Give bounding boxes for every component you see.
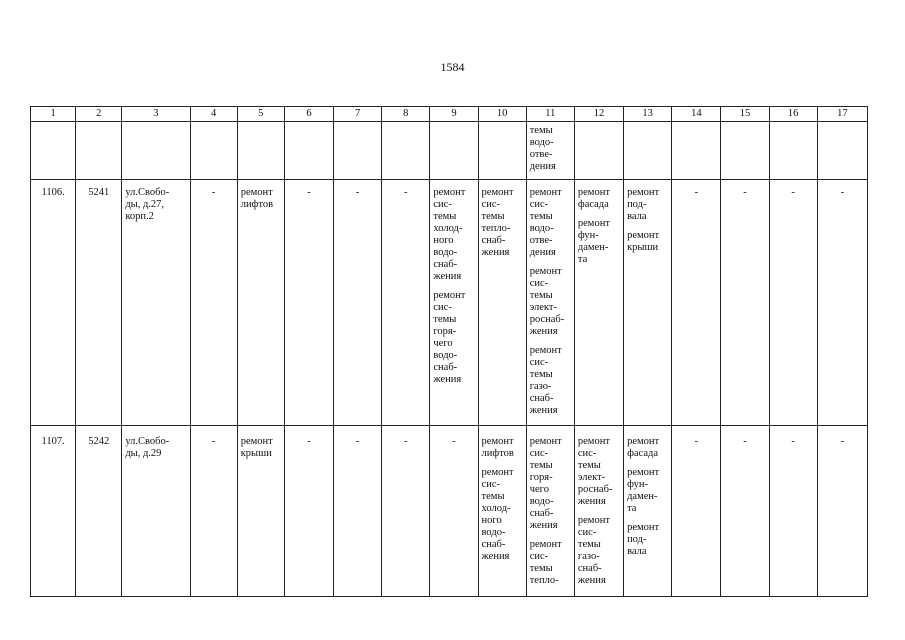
work-item-line: ремонт [481,467,514,478]
table-cell [382,122,430,180]
work-item-line: крыши [627,242,659,253]
work-item [530,187,571,259]
work-item-line: ремонт [577,187,610,198]
column-header: 1 [31,107,76,122]
work-item-line: та [627,503,637,514]
table-cell [721,122,769,180]
work-item-line: роснаб- [529,314,565,325]
work-item-line: горя- [529,472,553,483]
object-code: 5242 [76,426,122,597]
work-item [530,266,571,338]
work-item-line: жения [529,405,558,416]
table-cell: - [190,426,237,597]
cell-text-line: ды, д.27, [125,199,165,210]
work-item-line: ремонт [577,515,610,526]
table-cell: - [672,426,721,597]
cell-text-line: ды, д.29 [125,448,162,459]
work-item-line: сис- [529,448,549,459]
work-item-line: сис- [577,448,597,459]
work-item-line: чего [433,338,453,349]
work-item-line: ремонт [627,436,660,447]
work-item-line: тепло- [529,575,559,586]
work-item [241,436,281,460]
work-cell [574,426,623,597]
work-item [627,230,668,254]
table-cell: - [190,180,237,426]
work-item-line: элект- [529,302,557,313]
work-item-line: ремонт [627,230,660,241]
work-item-line: темы [529,563,553,574]
work-item-line: под- [627,534,647,545]
column-header: 3 [122,107,190,122]
table-cell: - [382,426,430,597]
work-item-line: жения [577,575,606,586]
cell-text-line: водо- [529,137,554,148]
work-item-line: ремонт [529,187,562,198]
work-item-line: жения [481,551,510,562]
work-item-line: темы [433,314,457,325]
work-item [627,467,668,515]
work-item-line: ремонт [433,187,466,198]
cell-text-line: ул.Свобо- [125,187,170,198]
work-item-line: газо- [577,551,600,562]
work-cell [478,180,526,426]
address-cell [122,180,190,426]
table-cell: - [769,426,817,597]
table-cell [526,122,574,180]
work-item-line: тепло- [481,223,511,234]
row-number: 1107. [31,426,76,597]
work-item-line: ремонт [529,266,562,277]
work-item-line: крыши [240,448,272,459]
table-cell [31,122,76,180]
work-cell [574,180,623,426]
table-cell [624,122,672,180]
work-item-line: под- [627,199,647,210]
work-item [578,187,620,211]
work-item-line: жения [481,247,510,258]
table-cell: - [769,180,817,426]
table-cell: - [430,426,478,597]
work-item-line: чего [529,484,549,495]
work-item-line: ного [433,235,454,246]
work-item [482,436,523,460]
table-cell: - [334,426,382,597]
work-item-line: сис- [481,479,500,490]
work-item-line: фасада [627,448,658,459]
table-cell [430,122,478,180]
work-item-line: жения [433,374,462,385]
work-item-line: ремонт [529,436,562,447]
work-item-line: жения [529,326,558,337]
work-item-line: вала [627,211,647,222]
table-cell: - [721,426,769,597]
work-item-line: ремонт [529,539,562,550]
column-header: 17 [817,107,867,122]
cell-text-line: ул.Свобо- [125,436,170,447]
work-cell [624,180,672,426]
column-number-row [31,107,868,122]
table-cell: - [334,180,382,426]
table-cell [284,122,333,180]
work-item-line: сис- [433,199,452,210]
work-item-line: дамен- [577,242,609,253]
work-item-line: водо- [433,350,458,361]
work-item-line: темы [577,539,601,550]
work-item [482,187,523,259]
work-item-line: снаб- [577,563,602,574]
work-item-line: снаб- [433,259,458,270]
work-item-line: жения [433,271,462,282]
work-item-line: ремонт [577,218,610,229]
work-item-line: снаб- [481,235,506,246]
work-item-line: водо- [433,247,458,258]
work-item-line: вала [627,546,647,557]
work-item-line: темы [433,211,457,222]
page-number: 1584 [440,60,465,74]
work-item-line: ремонт [627,467,660,478]
repair-schedule-table [30,106,868,597]
work-item-line: темы [481,211,505,222]
work-item-line: темы [577,460,601,471]
work-item-line: фун- [627,479,648,490]
work-cell [430,180,478,426]
work-item-line: роснаб- [577,484,613,495]
work-item-line: ного [481,515,502,526]
work-cell [237,426,284,597]
column-header: 10 [478,107,526,122]
work-item-line: ремонт [627,187,660,198]
column-header: 4 [190,107,237,122]
table-cell: - [284,180,333,426]
table-row [31,426,868,597]
column-header: 2 [76,107,122,122]
work-cell [237,180,284,426]
work-item-line: водо- [529,496,554,507]
work-item-line: сис- [529,357,549,368]
work-item-line: газо- [529,381,552,392]
address-cell [122,426,190,597]
column-header: 5 [237,107,284,122]
work-item-line: ремонт [481,187,514,198]
column-header: 7 [334,107,382,122]
work-cell [478,426,526,597]
work-item [578,515,620,587]
table-cell [478,122,526,180]
table-cell [672,122,721,180]
work-item [627,187,668,223]
column-header: 9 [430,107,478,122]
work-item-line: фун- [577,230,599,241]
object-code: 5241 [76,180,122,426]
work-item-line: жения [529,520,558,531]
column-header: 16 [769,107,817,122]
column-header: 12 [574,107,623,122]
table-cell [76,122,122,180]
work-item-line: снаб- [481,539,506,550]
table-cell [190,122,237,180]
work-item-line: темы [529,369,553,380]
table-cell [574,122,623,180]
work-item-line: водо- [529,223,554,234]
work-item-line: сис- [529,199,549,210]
column-header: 15 [721,107,769,122]
work-item-line: отве- [529,235,553,246]
work-item-line: снаб- [433,362,458,373]
work-item-line: ремонт [433,290,466,301]
work-item [627,436,668,460]
work-item-line: лифтов [240,199,274,210]
work-cell [526,426,574,597]
work-item-line: холод- [481,503,511,514]
table-cell: - [817,426,867,597]
table-row [31,180,868,426]
table-cell [237,122,284,180]
work-item [578,436,620,508]
work-item-line: та [577,254,588,265]
work-item-line: сис- [433,302,452,313]
table-cell [122,122,190,180]
column-header: 6 [284,107,333,122]
work-cell [624,426,672,597]
work-item-line: темы [529,460,553,471]
work-item-line: водо- [481,527,506,538]
work-item-line: дения [529,247,556,258]
table-cell [334,122,382,180]
continuation-row [31,122,868,180]
table-cell: - [721,180,769,426]
work-item-line: ремонт [627,522,660,533]
table-cell [769,122,817,180]
cell-text-line: темы [529,125,553,136]
work-item-line: снаб- [529,508,554,519]
column-header: 13 [624,107,672,122]
work-item-line: темы [529,211,553,222]
work-item [530,539,571,587]
cell-text-line: корп.2 [125,211,154,222]
work-item [578,218,620,266]
work-item-line: лифтов [481,448,514,459]
work-item [530,345,571,417]
cell-text-line: дения [529,161,556,172]
work-item-line: холод- [433,223,463,234]
work-item-line: сис- [577,527,597,538]
table-cell: - [284,426,333,597]
work-item-line: темы [481,491,505,502]
work-item [241,187,281,211]
work-item-line: сис- [529,278,549,289]
table-cell: - [382,180,430,426]
cell-text-line: отве- [529,149,553,160]
work-item-line: дамен- [627,491,658,502]
work-item-line: фасада [577,199,609,210]
work-item-line: ремонт [240,187,273,198]
work-item-line: ремонт [529,345,562,356]
work-item-line: темы [529,290,553,301]
table-cell [817,122,867,180]
column-header: 11 [526,107,574,122]
work-item [433,290,474,386]
row-number: 1106. [31,180,76,426]
work-item-line: жения [577,496,606,507]
work-item-line: ремонт [481,436,514,447]
table-cell: - [672,180,721,426]
work-item [530,436,571,532]
work-item [433,187,474,283]
column-header: 14 [672,107,721,122]
work-item [482,467,523,563]
table-cell: - [817,180,867,426]
work-item-line: горя- [433,326,457,337]
column-header: 8 [382,107,430,122]
work-item-line: элект- [577,472,606,483]
work-cell [526,180,574,426]
work-item-line: ремонт [240,436,273,447]
work-item-line: снаб- [529,393,554,404]
work-item-line: сис- [529,551,549,562]
work-item [627,522,668,558]
work-item-line: сис- [481,199,500,210]
work-item-line: ремонт [577,436,610,447]
